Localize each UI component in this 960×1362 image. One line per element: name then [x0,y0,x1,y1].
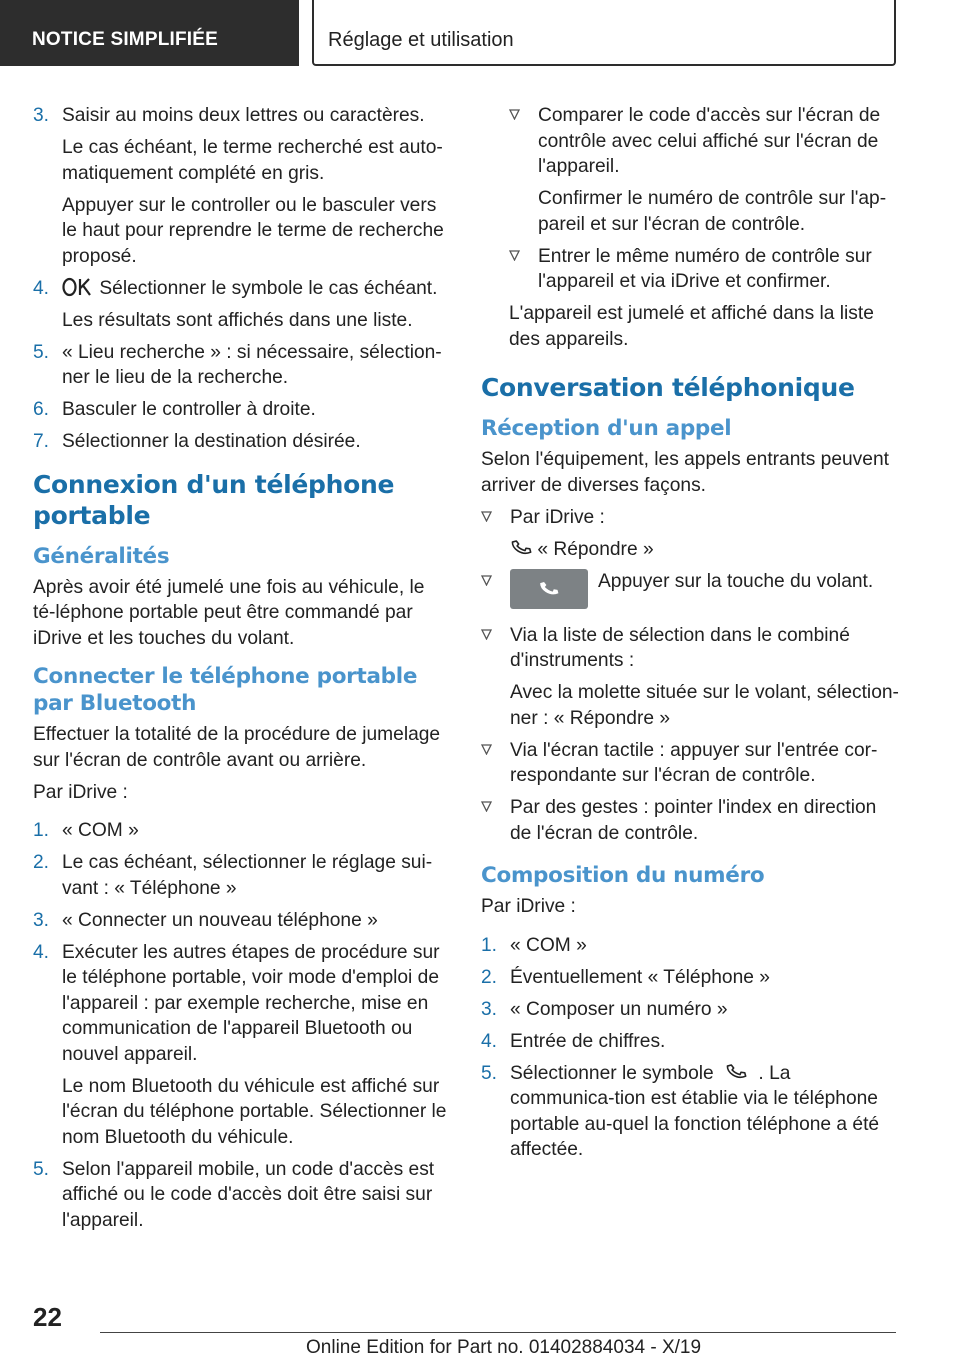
list-item [33,397,451,423]
list-item [481,738,899,789]
step-text: Éventuellement « Téléphone » [510,966,770,988]
page-number: 22 [33,1302,62,1332]
phone-icon [510,537,532,557]
step-number: 4. [33,941,50,963]
page-header [0,0,960,66]
step-note: Appuyer sur le controller ou le basculer vers le haut pour reprendre le terme de recherche proposé. [62,194,444,267]
bullets-list-a [481,103,899,295]
subsection-heading: Réception d'un appel [481,416,732,441]
step-number: 5. [33,341,50,363]
step-text: Sélectionner le symbole le cas échéant. [99,277,438,299]
paragraph: Par iDrive : [33,781,128,803]
bullet-text: Appuyer sur la touche du volant. [598,570,874,592]
step-number: 4. [33,277,50,299]
step-note: Le nom Bluetooth du véhicule est affiché sur l'écran du téléphone portable. Sélectionner le nom Bluetooth du véhicule. [62,1075,447,1148]
list-item [33,103,451,269]
triangle-bullet-icon [481,801,492,812]
step-number: 7. [33,431,50,452]
step-text: Saisir au moins deux lettres ou caractères. [62,105,425,126]
chapter-title: Réglage et utilisation [312,0,896,66]
bullet-note: « Répondre » [537,538,654,560]
subsection-heading: Composition du numéro [481,863,765,888]
step-text: Le cas échéant, sélectionner le réglage sui-vant : « Téléphone » [62,852,433,899]
section-tab: NOTICE SIMPLIFIÉE [0,0,299,66]
step-text: Basculer le controller à droite. [62,399,316,420]
list-item [481,1029,899,1055]
list-item [481,569,899,609]
triangle-bullet-icon [509,109,520,120]
step-text: Selon l'appareil mobile, un code d'accès est affiché ou le code d'accès doit être saisi sur l'appareil. [62,1158,435,1231]
steps-list-b [33,818,451,1233]
list-item [481,933,899,959]
list-item [33,940,451,1151]
steering-phone-button-icon [510,569,588,609]
step-number: 2. [33,852,50,873]
step-number: 1. [33,820,50,841]
list-item [33,429,451,455]
bullet-text: Par iDrive : [510,506,605,528]
list-item [481,965,899,991]
step-text: Sélectionner le symbole [510,1062,714,1084]
phone-icon [725,1061,747,1081]
step-number: 3. [481,998,498,1020]
step-number: 1. [481,934,498,956]
subsection-heading: Connecter le téléphone portable par Bluetooth [33,664,418,716]
list-item [33,908,451,934]
step-number: 6. [33,399,50,420]
triangle-bullet-icon [481,629,492,640]
section-heading: Connexion d'un téléphone portable [33,469,395,530]
section-heading: Conversation téléphonique [481,373,855,402]
list-item [33,850,451,901]
step-text: « COM » [62,820,139,841]
step-number: 5. [33,1158,50,1180]
ok-icon [62,277,94,297]
list-item [481,795,899,846]
step-text: Sélectionner la destination désirée. [62,431,361,452]
paragraph: Selon l'équipement, les appels entrants peuvent arriver de diverses façons. [481,449,889,496]
list-item [481,1061,899,1163]
subsection-heading: Généralités [33,543,170,569]
paragraph: Après avoir été jumelé une fois au véhicule, le té-léphone portable peut être commandé par iDrive et les touches du volant. [33,576,425,649]
right-column [481,103,899,1169]
left-column [33,103,451,1240]
bullet-text: Comparer le code d'accès sur l'écran de contrôle avec celui affiché sur l'écran de l'appareil. [538,105,881,177]
step-text-continued: . La communica-tion est établie via le téléphone portable au-quel la fonction téléphone a été affectée. [510,1062,880,1160]
step-text: « Lieu recherche » : si nécessaire, sélection-ner le lieu de la recherche. [62,341,442,388]
list-item [481,623,899,732]
list-item [33,818,451,844]
paragraph: L'appareil est jumelé et affiché dans la liste des appareils. [509,303,874,350]
triangle-bullet-icon [481,744,492,755]
list-item [481,997,899,1023]
bullet-text: Par des gestes : pointer l'index en direction de l'écran de contrôle. [510,797,877,844]
step-text: « COM » [510,934,587,956]
bullet-text: Entrer le même numéro de contrôle sur l'appareil et via iDrive et confirmer. [538,245,872,292]
list-item [33,1157,451,1234]
triangle-bullet-icon [509,250,520,261]
triangle-bullet-icon [481,511,492,522]
list-item [33,276,451,334]
step-text: Entrée de chiffres. [510,1030,666,1052]
bullet-text: Via l'écran tactile : appuyer sur l'entrée cor-respondante sur l'écran de contrôle. [510,739,878,786]
step-number: 5. [481,1062,498,1084]
list-item [509,244,899,295]
list-item [481,505,899,563]
step-number: 3. [33,105,50,126]
step-note: Le cas échéant, le terme recherché est auto-matiquement complété en gris. [62,137,443,184]
step-number: 4. [481,1030,498,1052]
list-item [509,103,899,237]
step-number: 3. [33,909,50,931]
paragraph: Par iDrive : [481,896,576,917]
step-text: « Composer un numéro » [510,998,728,1020]
bullet-text: Via la liste de sélection dans le combiné d'instruments : [510,624,850,671]
steps-list-c [481,933,899,1163]
steps-list-a [33,103,451,455]
bullet-note: Confirmer le numéro de contrôle sur l'ap-pareil et sur l'écran de contrôle. [538,188,887,235]
paragraph: Effectuer la totalité de la procédure de jumelage sur l'écran de contrôle avant ou arrière. [33,724,441,771]
bullet-note: Avec la molette située sur le volant, sélection-ner : « Répondre » [510,682,899,729]
step-number: 2. [481,966,498,988]
step-text: « Connecter un nouveau téléphone » [62,909,378,931]
step-text: Exécuter les autres étapes de procédure sur le téléphone portable, voir mode d'emploi de l'appareil : par exemple recherche, mise en communication de l'appareil Bluetooth ou nouvel appareil. [62,941,440,1065]
list-item [33,340,451,391]
footer-divider [100,1332,896,1333]
edition-text: Online Edition for Part no. 01402884034 - X/19 [306,1337,702,1358]
triangle-bullet-icon [481,575,492,586]
step-note: Les résultats sont affichés dans une liste. [62,309,413,331]
